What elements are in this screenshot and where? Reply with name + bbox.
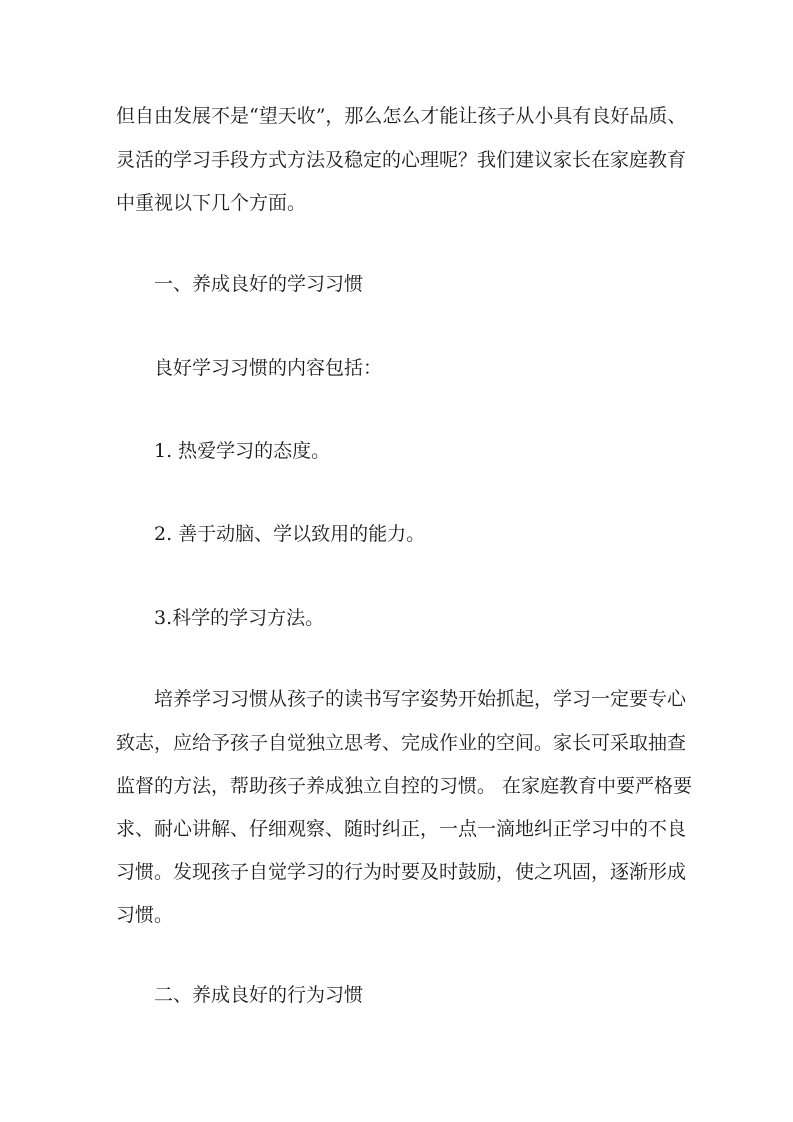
intro-line-3: 中重视以下几个方面。 [116, 192, 307, 214]
section-heading-2: 二、养成良好的行为习惯 [154, 984, 364, 1006]
intro-line-2: 灵活的学习手段方式方法及稳定的心理呢？我们建议家长在家庭教育 [116, 149, 687, 171]
body-line-5: 习惯。发现孩子自觉学习的行为时要及时鼓励，使之巩固，逐渐形成 [116, 861, 687, 883]
body-line-1: 培养学习习惯从孩子的读书写字姿势开始抓起，学习一定要专心 [154, 688, 687, 710]
body-line-6: 习惯。 [116, 904, 174, 926]
section-heading-1: 一、养成良好的学习习惯 [154, 273, 364, 295]
list-item-1: 1. 热爱学习的态度。 [154, 440, 331, 462]
list-item-3: 3.科学的学习方法。 [154, 607, 325, 629]
habits-intro: 良好学习习惯的内容包括： [154, 357, 383, 379]
intro-line-1: 但自由发展不是“望天收”，那么怎么才能让孩子从小具有良好品质、 [116, 105, 687, 127]
body-line-4: 求、耐心讲解、仔细观察、随时纠正，一点一滴地纠正学习中的不良 [116, 818, 687, 840]
body-line-3: 监督的方法，帮助孩子养成独立自控的习惯。 在家庭教育中要严格要 [116, 775, 693, 797]
body-line-2: 致志，应给予孩子自觉独立思考、完成作业的空间。家长可采取抽查 [116, 732, 687, 754]
list-item-2: 2. 善于动脑、学以致用的能力。 [154, 523, 426, 545]
